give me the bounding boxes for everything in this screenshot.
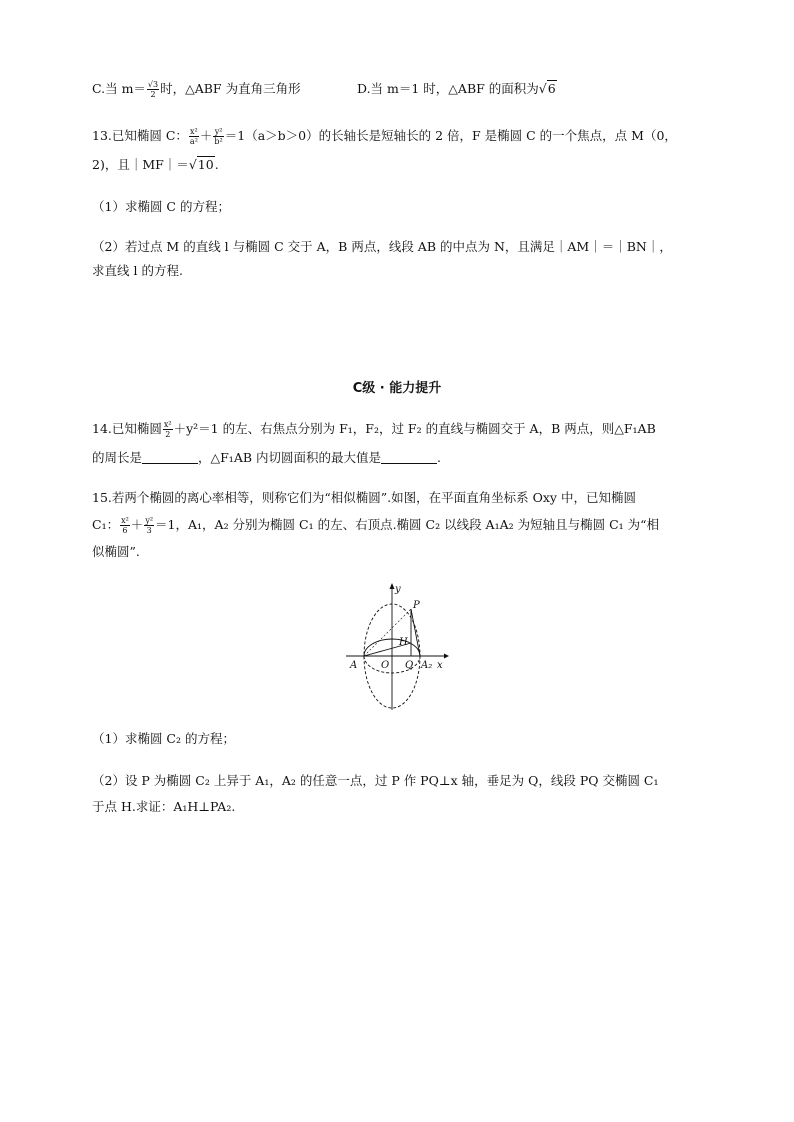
frac-den: 2 xyxy=(165,430,171,439)
q13-intro: 13.已知椭圆 C： $\frac{\text{x²}}{\text{a²}}$ ＋ $\frac{\text{y²}}{\text{b²}}$ ＝1（a＞b＞0）的长轴长是短轴长的 2 倍，F 是椭圆 C 的一个焦点，点 M（0， xyxy=(92,127,677,146)
x-axis-arrow xyxy=(444,654,449,659)
q15-line2: C₁： $\frac{\text{x²}}{6}$ ＋ $\frac{\text{y²}}{3}$ ＝1，A₁，A₂ 分别为椭圆 C₁ 的左、右顶点.椭圆 C₂ 以线段 A₁A₂ 为短轴且与椭圆 C₁ 为“相 xyxy=(92,516,660,535)
q15-part2-line1: （2）设 P 为椭圆 C₂ 上异于 A₁，A₂ 的任意一点，过 P 作 PQ⊥x 轴，垂足为 Q，线段 PQ 交椭圆 C₁ xyxy=(92,773,659,788)
label-o: O xyxy=(381,660,390,671)
section-title: C级 · 能力提升 xyxy=(352,381,442,396)
q14-line2-a: 的周长是 xyxy=(92,450,143,465)
label-a2: A₂ xyxy=(421,660,433,671)
q14-prefix: 14.已知椭圆 xyxy=(92,421,162,436)
q13-intro-prefix: 13.已知椭圆 C： xyxy=(92,128,188,143)
q15-line2-prefix: C₁： xyxy=(92,517,120,532)
q13-part2-line2: 求直线 l 的方程. xyxy=(92,263,183,278)
frac-den: 3 xyxy=(146,526,152,535)
q13-part1: （1）求椭圆 C 的方程； xyxy=(92,199,230,214)
q13-frac-y xyxy=(213,127,223,146)
q12-optd-text: D.当 m＝1 时，△ABF 的面积为 xyxy=(357,81,539,96)
q14-frac xyxy=(163,420,173,439)
frac-den: 2 xyxy=(150,90,156,99)
answer-blank-2[interactable] xyxy=(381,451,437,464)
label-x: x xyxy=(437,660,443,671)
q12-optd-sqrt: 6 xyxy=(547,81,556,96)
q14-mid: ＋y²＝1 的左、右焦点分别为 F₁，F₂，过 F₂ 的直线与椭圆交于 A，B 两点，则△F₁AB xyxy=(173,421,656,436)
q15-part1: （1）求椭圆 C₂ 的方程； xyxy=(92,731,235,746)
frac-num: x² xyxy=(163,420,172,429)
q12-optc-prefix: C.当 m＝ xyxy=(92,81,146,96)
q14-line2-b: ，△F₁AB 内切圆面积的最大值是 xyxy=(198,450,381,465)
frac-num: x² xyxy=(121,516,129,525)
q13-line2-suffix: . xyxy=(214,157,219,172)
frac-num: √3 xyxy=(147,80,159,89)
q15-frac-y xyxy=(144,516,154,535)
label-p: P xyxy=(413,600,420,611)
q14-line2 xyxy=(92,449,441,467)
frac-num: y² xyxy=(145,516,154,525)
q15-part2-line2: 于点 H.求证：A₁H⊥PA₂. xyxy=(92,799,236,814)
q13-frac-x xyxy=(189,127,199,146)
q15-line3: 似椭圆”. xyxy=(92,544,140,559)
label-a: A xyxy=(350,660,358,671)
q15-line1: 15.若两个椭圆的离心率相等，则称它们为“相似椭圆”.如图，在平面直角坐标系 Oxy 中，已知椭圆 xyxy=(92,490,636,505)
label-h: H xyxy=(399,637,408,648)
q12-option-d: D.当 m＝1 时，△ABF 的面积为√6 xyxy=(357,81,556,96)
q12-option-c xyxy=(92,80,301,99)
q15-frac-x xyxy=(120,516,130,535)
segment-a1p xyxy=(364,609,411,656)
frac-num: y² xyxy=(214,127,223,136)
label-q: Q xyxy=(405,660,414,671)
label-y: y xyxy=(395,584,401,595)
frac-den: b² xyxy=(214,137,223,146)
q14-line1 xyxy=(92,420,656,439)
q13-part2-line1: （2）若过点 M 的直线 l 与椭圆 C 交于 A，B 两点，线段 AB 的中点为 N，且满足｜AM｜＝｜BN｜， xyxy=(92,239,672,254)
frac-num: x² xyxy=(190,127,198,136)
q13-line2-prefix: 2)，且｜MF｜＝ xyxy=(92,157,189,172)
frac-den: a² xyxy=(189,137,198,146)
answer-blank-1[interactable] xyxy=(142,451,198,464)
q12-optc-suffix: 时，△ABF 为直角三角形 xyxy=(160,81,301,96)
y-axis-arrow xyxy=(390,583,395,589)
frac-den: 6 xyxy=(122,526,128,535)
segment-pa2 xyxy=(411,609,420,656)
ellipse-figure xyxy=(340,582,450,712)
q15-line2-suffix: ＝1，A₁，A₂ 分别为椭圆 C₁ 的左、右顶点.椭圆 C₂ 以线段 A₁A₂ 为短轴且与椭圆 C₁ 为“相 xyxy=(155,517,660,532)
q13-line2: 2)，且｜MF｜＝√10. xyxy=(92,157,219,172)
q14-line2-c: . xyxy=(437,450,441,465)
q13-intro-mid: ＝1（a＞b＞0）的长轴长是短轴长的 2 倍，F 是椭圆 C 的一个焦点，点 M（0， xyxy=(224,128,677,143)
q12-optc-fraction xyxy=(147,80,159,99)
q13-line2-sqrt: 10 xyxy=(197,157,214,172)
